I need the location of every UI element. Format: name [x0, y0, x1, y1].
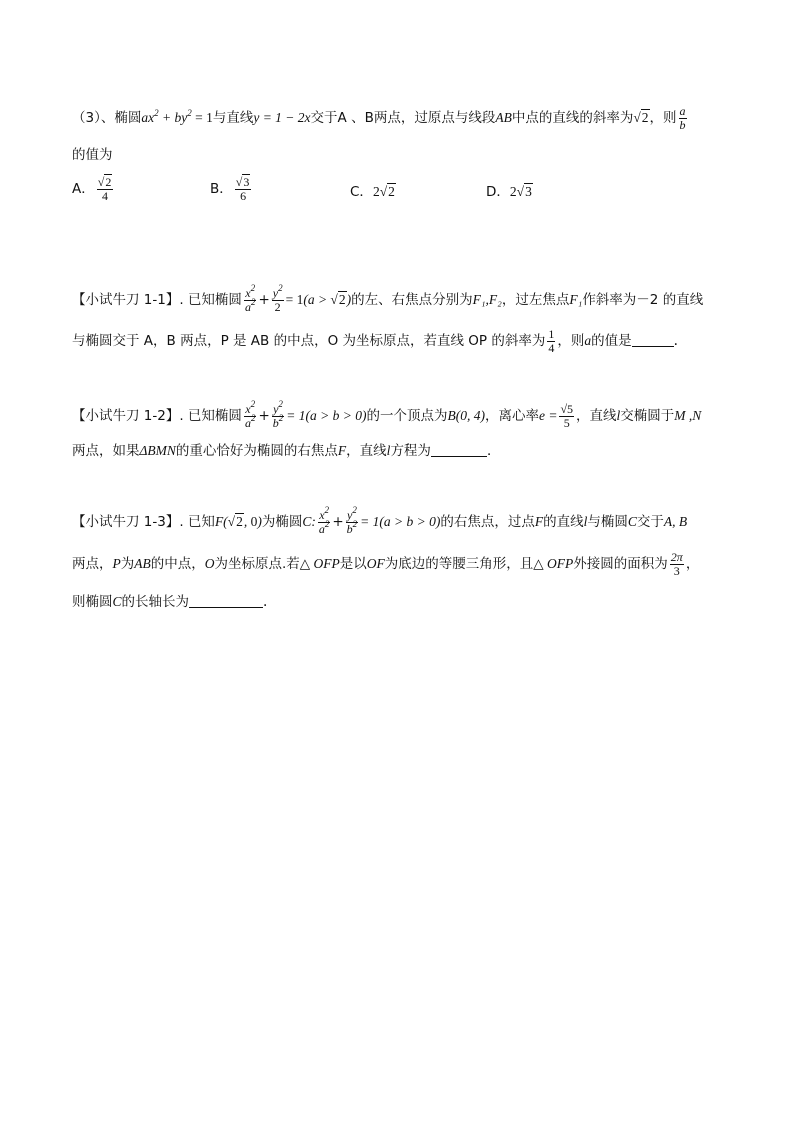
option-b[interactable]: B． $\frac{√3}{6}$	[210, 175, 250, 203]
segment-ab: AB	[495, 110, 512, 125]
var-l: l	[583, 514, 588, 529]
area-fraction: $\frac{2\pi}{3}$	[670, 550, 683, 578]
ellipse-term-x: $\frac{x^2}{a^2}$	[244, 399, 256, 430]
p12-text: 方程为	[390, 443, 431, 459]
p13-text: . 已知	[179, 514, 215, 530]
line-equation: y = 1 − 2x	[253, 110, 311, 125]
answer-blank[interactable]	[189, 594, 263, 608]
focus-f1: F₁	[569, 292, 583, 307]
ellipse-term-y: $\frac{y^2}{2}$	[272, 283, 283, 314]
slope-fraction: $\frac{1}{4}$	[548, 327, 555, 355]
points-ab: A, B	[663, 514, 688, 529]
p13-text: 的中点，	[150, 556, 205, 572]
p12-text: ，直线	[576, 408, 617, 424]
var-a: a	[584, 333, 592, 348]
ellipse-term-y: $\frac{y^2}{b^2}$	[272, 399, 284, 430]
ellipse-c-ref: C	[112, 594, 122, 609]
ellipse-equation: $ax^2 + by^2 = 1$	[141, 108, 213, 125]
q3-number: （3）	[72, 110, 101, 126]
p13-text: 两点，	[72, 556, 113, 572]
p12-text: 两点，如果	[72, 443, 140, 459]
option-d[interactable]: D．2√3	[486, 184, 532, 200]
p11-line-2: 与椭圆交于 A，B 两点，P 是 AB 的中点，O 为坐标原点，若直线 OP 的斜率为 $\frac{1}{4}$ ，则a的值是 .	[72, 327, 678, 355]
focus-f: F	[534, 514, 544, 529]
p11-line-1: 【小试牛刀 1-1】. 已知椭圆 $\frac{x^2}{a^2}$ + $\frac{y^2}{2}$ = 1(a > √2)的左、右焦点分别为F₁,F₂，过左焦点F₁作斜率为－2 的直线	[72, 283, 704, 314]
ellipse-c-ref: C	[627, 514, 637, 529]
p11-text: 与椭圆交于 A，B 两点，P 是 AB 的中点，O 为坐标原点，若直线 OP 的斜率为	[72, 333, 546, 349]
q3-text: ，则	[649, 110, 677, 126]
condition-ab: = 1(a > b > 0)	[360, 514, 441, 529]
p13-text: 为	[120, 556, 135, 572]
problem-tag: 【小试牛刀 1-3】	[72, 514, 180, 530]
point-p: P	[112, 556, 121, 571]
p11-text: 作斜率为－2 的直线	[582, 292, 704, 308]
p13-text: 为椭圆	[261, 514, 303, 530]
ellipse-term-x: $\frac{x^2}{a^2}$	[318, 505, 330, 536]
segment-of: OF	[366, 556, 385, 571]
p11-text: ，过左焦点	[501, 292, 570, 308]
p13-text: 则椭圆	[72, 594, 113, 610]
p13-text: 为底边的等腰三角形，且	[384, 556, 534, 572]
ellipse-term-y: $\frac{y^2}{b^2}$	[346, 505, 358, 536]
p13-line-1: 【小试牛刀 1-3】. 已知F(√2, 0)为椭圆C: $\frac{x^2}{a^2}$ + $\frac{y^2}{b^2}$ = 1(a > b > 0)的右焦点，过点F的直线l与椭圆C交于A, B	[72, 505, 688, 536]
points-mn: M ,N	[674, 408, 702, 423]
focus-f: F	[337, 443, 347, 458]
focus-point: F(√2, 0)	[214, 514, 262, 529]
p13-text: 的右焦点，过点	[440, 514, 535, 530]
option-a[interactable]: A． $\frac{√2}{4}$	[72, 175, 112, 203]
p11-text: ，则	[557, 333, 585, 349]
p13-line-3: 则椭圆C的长轴长为 .	[72, 594, 268, 610]
p12-line-1: 【小试牛刀 1-2】. 已知椭圆 $\frac{x^2}{a^2}$ + $\frac{y^2}{b^2}$ = 1(a > b > 0)的一个顶点为B(0, 4)，离心率e = $\frac{√5}{5}$ ，直线l交椭圆于M ,N	[72, 399, 702, 430]
foci: F₁,F₂	[472, 292, 502, 307]
p11-text: 的左、右焦点分别为	[351, 292, 473, 308]
p13-text: 与椭圆	[587, 514, 628, 530]
p11-text: 的值是	[591, 333, 632, 349]
ratio-a-over-b: $\frac{a}{b}$	[679, 104, 686, 132]
condition-a: (a > √2)	[303, 292, 352, 307]
triangle-ofp: △ OFP	[533, 556, 574, 571]
option-c[interactable]: C．2√2	[350, 184, 395, 200]
q3-line-1	[72, 105, 732, 132]
p13-text: 的直线	[543, 514, 584, 530]
p12-text: ，直线	[346, 443, 387, 459]
q3-options	[72, 176, 732, 210]
p12-text: 交椭圆于	[620, 408, 675, 424]
answer-blank[interactable]	[431, 443, 487, 457]
p12-text: . 已知椭圆	[179, 408, 242, 424]
p13-text: 的长轴长为	[121, 594, 190, 610]
p13-text: 是以	[339, 556, 367, 572]
q3-text: 中点的直线的斜率为	[511, 110, 634, 126]
q3-text: 与直线	[212, 110, 254, 126]
p13-text: 交于	[636, 514, 664, 530]
triangle-bmn: ΔBMN	[139, 443, 176, 458]
answer-blank[interactable]	[632, 333, 674, 347]
ellipse-term-x: $\frac{x^2}{a^2}$	[244, 283, 256, 314]
slope-value: √2	[633, 110, 649, 125]
q3-text: 、椭圆	[100, 110, 142, 126]
p12-text: 的一个顶点为	[366, 408, 448, 424]
condition-ab: = 1(a > b > 0)	[286, 408, 367, 423]
p13-text: 为坐标原点.若	[214, 556, 300, 572]
p13-line-2: 两点，P为AB的中点，O为坐标原点.若△ OFP是以OF为底边的等腰三角形，且△ OFP外接圆的面积为 $\frac{2\pi}{3}$ ，	[72, 550, 700, 578]
problem-tag: 【小试牛刀 1-1】	[72, 292, 180, 308]
p11-text: . 已知椭圆	[179, 292, 242, 308]
var-l: l	[386, 443, 391, 458]
segment-ab: AB	[134, 556, 151, 571]
p12-line-2: 两点，如果ΔBMN的重心恰好为椭圆的右焦点F，直线l方程为 ．	[72, 443, 501, 459]
vertex-b: B(0, 4)	[447, 408, 485, 423]
p13-text: 外接圆的面积为	[573, 556, 668, 572]
ellipse-c: C:	[302, 514, 316, 529]
p12-text: ，离心率	[484, 408, 539, 424]
eccentricity-value: $\frac{√5}{5}$	[560, 402, 574, 430]
var-l: l	[616, 408, 621, 423]
problem-tag: 【小试牛刀 1-2】	[72, 408, 180, 424]
q3-line-2	[72, 145, 732, 165]
q3-text: 交于A 、B两点，过原点与线段	[310, 110, 496, 126]
origin-o: O	[204, 556, 215, 571]
triangle-ofp: △ OFP	[299, 556, 340, 571]
q3-text: 的值为	[72, 147, 113, 163]
eccentricity-label: e =	[538, 408, 558, 423]
p12-text: 的重心恰好为椭圆的右焦点	[175, 443, 338, 459]
